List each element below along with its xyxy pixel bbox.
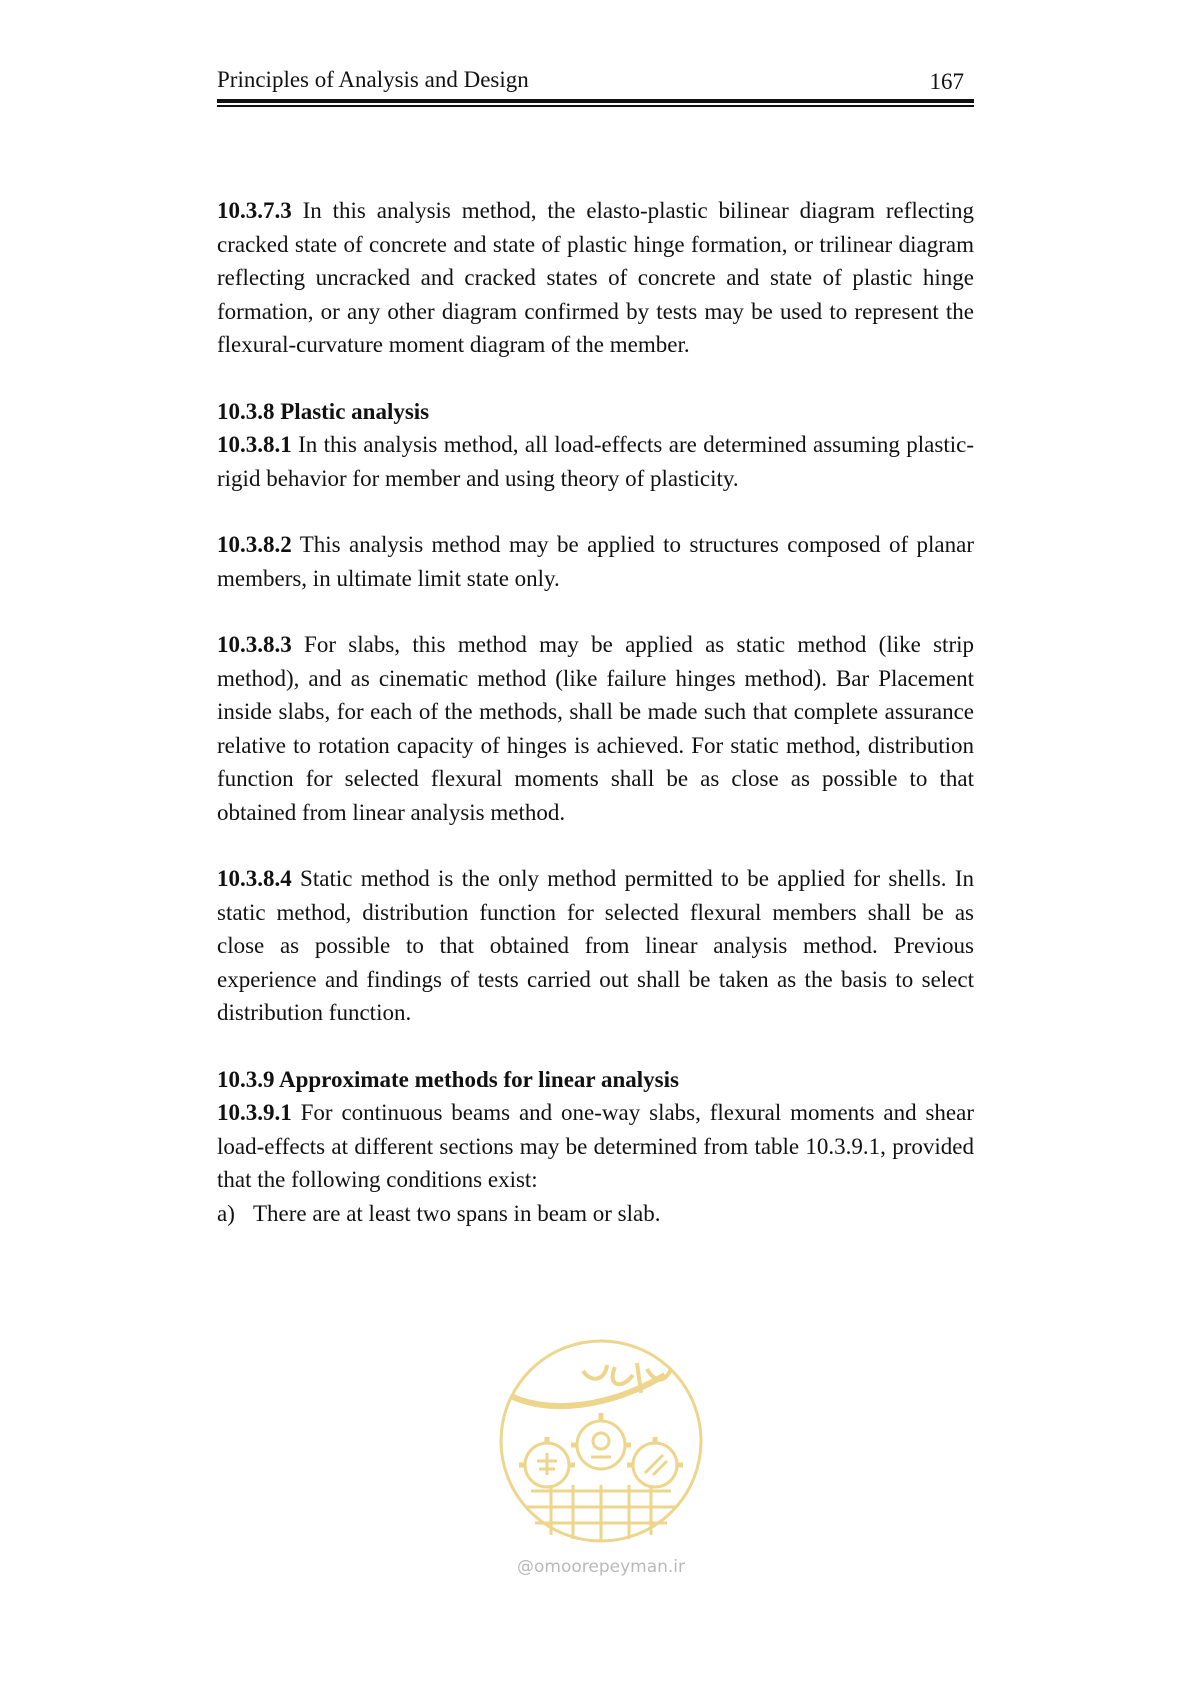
running-title: Principles of Analysis and Design	[217, 67, 529, 92]
clause-text: For slabs, this method may be applied as static method (like strip method), and as cinematic method (like failure hinges method). Bar Placement inside slabs, for each of the methods, shall be made such that complete assurance relative to rotation capacity of hinges is achieved. For static method, distribution function for selected flexural moments shall be as close as possible to that obtained from linear analysis method.	[217, 632, 974, 825]
page-body	[217, 194, 974, 1230]
watermark-logo	[495, 1335, 707, 1585]
paragraph-10-3-8-1	[217, 428, 974, 495]
page-number: 167	[929, 69, 964, 94]
paragraph-10-3-7-3	[217, 194, 974, 362]
omoorepeyman-seal-icon	[495, 1335, 707, 1550]
list-item	[217, 1197, 974, 1231]
clause-text: For continuous beams and one-way slabs, flexural moments and shear load-effects at different sections may be determined from table 10.3.9.1, provided that the following conditions exist:	[217, 1100, 974, 1192]
clause-text: In this analysis method, the elasto-plastic bilinear diagram reflecting cracked state of concrete and state of plastic hinge formation, or trilinear diagram reflecting uncracked and cracked states of concrete and state of plastic hinge formation, or any other diagram confirmed by tests may be used to represent the flexural-curvature moment diagram of the member.	[217, 198, 974, 357]
clause-text: In this analysis method, all load-effects are determined assuming plastic-rigid behavior for member and using theory of plasticity.	[217, 432, 974, 491]
paragraph-10-3-8-4	[217, 862, 974, 1030]
section-heading-10-3-8: 10.3.8 Plastic analysis	[217, 398, 430, 424]
paragraph-10-3-8-2	[217, 528, 974, 595]
clause-text: Static method is the only method permitted to be applied for shells. In static method, distribution function for selected flexural members shall be as close as possible to that obtained from linear analysis method. Previous experience and findings of tests carried out shall be taken as the basis to select distribution function.	[217, 866, 974, 1025]
paragraph-10-3-8-3	[217, 628, 974, 829]
clause-number: 10.3.8.3	[217, 632, 292, 657]
list-marker: a)	[217, 1200, 235, 1226]
header-rule-thick	[217, 99, 974, 103]
clause-number: 10.3.8.1	[217, 432, 292, 457]
section-heading-10-3-9: 10.3.9 Approximate methods for linear analysis	[217, 1066, 679, 1092]
clause-text: This analysis method may be applied to structures composed of planar members, in ultimate limit state only.	[217, 532, 974, 591]
paragraph-10-3-9-1	[217, 1096, 974, 1197]
page-header	[217, 62, 974, 104]
clause-number: 10.3.9.1	[217, 1100, 292, 1125]
header-rule-thin	[217, 105, 974, 107]
clause-number: 10.3.7.3	[217, 198, 292, 223]
clause-number: 10.3.8.2	[217, 532, 292, 557]
clause-number: 10.3.8.4	[217, 866, 292, 891]
list-text: There are at least two spans in beam or slab.	[253, 1200, 661, 1226]
watermark-caption: @omoorepeyman.ir	[516, 1557, 686, 1577]
